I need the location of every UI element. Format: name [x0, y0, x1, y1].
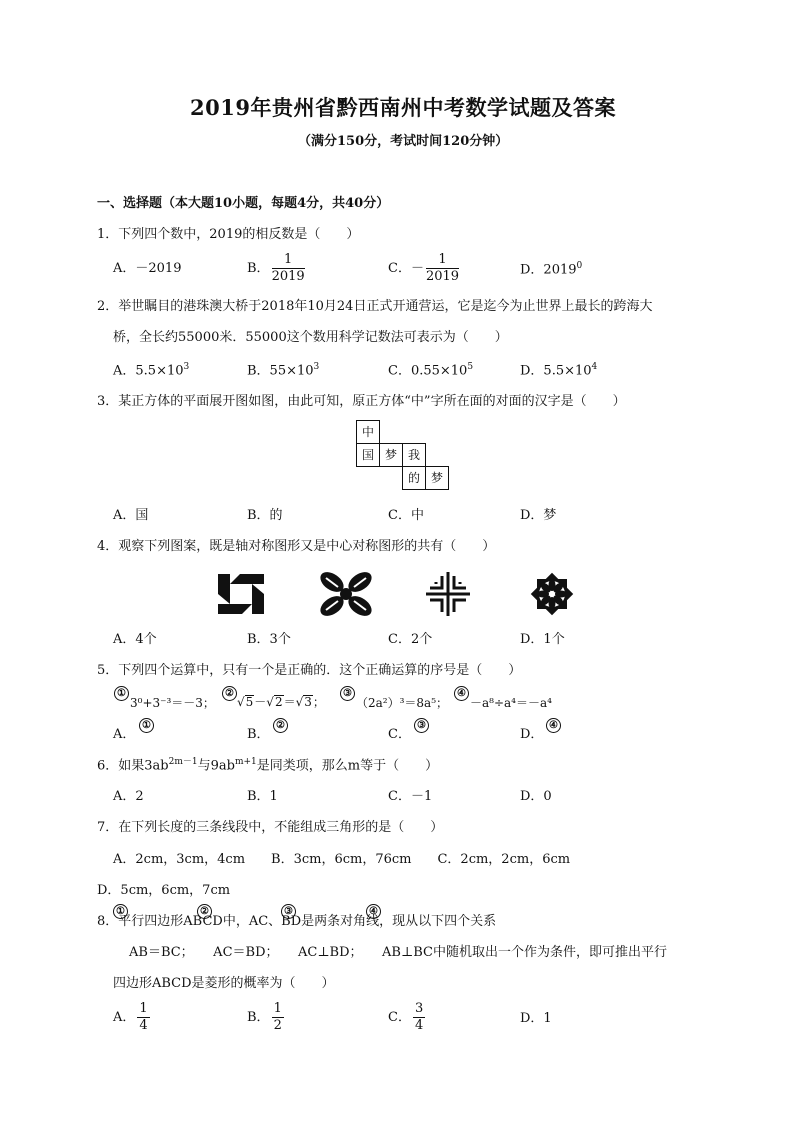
q3-option-d: D．梦 — [520, 508, 557, 523]
q8-option-c: C． $\frac{3}{4}$ — [388, 1001, 424, 1033]
page-title: 2019年贵州省黔西南州中考数学试题及答案 — [190, 95, 616, 120]
net-cell: 梦 — [379, 443, 403, 467]
q8-marker-2: ② — [197, 904, 212, 919]
q2-option-c: C．$0.55\times 10^5$ — [388, 362, 474, 379]
q5-expression-1: 3⁰+3⁻³＝－3； — [130, 696, 215, 710]
q8-marker-3: ③ — [281, 904, 296, 919]
q8-line2: AB＝BC； AC＝BD； AC⊥BD； AB⊥BC中随机取出一个作为条件，即可推出平行 — [129, 945, 667, 960]
q4-option-b: B．3个 — [247, 632, 291, 647]
net-cell: 中 — [356, 420, 380, 444]
pattern-x-petal-icon — [318, 570, 374, 618]
q6-option-d: D．0 — [520, 789, 552, 804]
q8-option-d: D．1 — [520, 1011, 552, 1026]
q3-option-c: C．中 — [388, 508, 424, 523]
q2-line2: 桥，全长约55000米．55000这个数用科学记数法可表示为（ ） — [113, 330, 508, 345]
pattern-cross-lines-icon — [424, 570, 472, 618]
q5-stem: 5．下列四个运算中，只有一个是正确的．这个正确运算的序号是（ ） — [97, 663, 522, 678]
q5-expression-4: －a⁸÷a⁴＝－a⁴ — [470, 696, 552, 710]
page-subtitle: （满分150分，考试时间120分钟） — [298, 134, 509, 149]
q5-marker-1: ① — [114, 686, 129, 701]
q5-marker-2: ② — [222, 686, 237, 701]
q7-options-abc: A．2cm，3cm，4cm B．3cm，6cm，76cm C．2cm，2cm，6cm — [113, 852, 571, 867]
section-heading: 一、选择题（本大题10小题，每题4分，共40分） — [97, 196, 390, 211]
q5-marker-4: ④ — [454, 686, 469, 701]
q2-line1: 2．举世瞩目的港珠澳大桥于2018年10月24日正式开通营运，它是迄今为止世界上最长的跨海大 — [97, 299, 653, 314]
cube-net-figure — [356, 420, 456, 495]
q5-option-b: B． — [247, 727, 270, 742]
q8-line1: 8．平行四边形ABCD中，AC、BD是两条对角线，现从以下四个关系 — [97, 914, 497, 929]
q3-stem: 3．某正方体的平面展开图如图，由此可知，原正方体“中”字所在面的对面的汉字是（ ） — [97, 394, 626, 409]
q1-option-b: B． $\frac{1}{2019}$ — [247, 252, 305, 284]
q6-stem: 6．如果$3ab^{2m-1}$与$9ab^{m+1}$是同类项，那么m等于（ ） — [97, 757, 439, 774]
q5-option-d: D． — [520, 727, 544, 742]
pattern-square-pinwheel-icon — [216, 572, 266, 616]
q1-option-d: D．2019$^0$ — [520, 261, 583, 278]
net-cell: 我 — [402, 443, 426, 467]
q5-expression-3: （2a²）³＝8a⁵； — [356, 696, 449, 710]
q5-option-d-marker: ④ — [546, 718, 561, 733]
q4-option-d: D．1个 — [520, 632, 565, 647]
q1-stem: 1．下列四个数中，2019的相反数是（ ） — [97, 227, 360, 242]
q1-option-c: C．－ $\frac{1}{2019}$ — [388, 252, 460, 284]
q5-option-c: C． — [388, 727, 411, 742]
net-cell: 梦 — [425, 466, 449, 490]
q8-option-a: A． $\frac{1}{4}$ — [113, 1001, 148, 1033]
q3-option-b: B．的 — [247, 508, 283, 523]
q7-option-d: D．5cm，6cm，7cm — [97, 883, 231, 898]
q1-option-a: A．－2019 — [113, 261, 182, 276]
q5-option-a: A． — [113, 727, 136, 742]
net-cell: 国 — [356, 443, 380, 467]
q4-option-c: C．2个 — [388, 632, 433, 647]
q8-marker-1: ① — [113, 904, 128, 919]
q4-stem: 4．观察下列图案，既是轴对称图形又是中心对称图形的共有（ ） — [97, 539, 496, 554]
q5-option-c-marker: ③ — [414, 718, 429, 733]
q5-marker-3: ③ — [340, 686, 355, 701]
net-cell: 的 — [402, 466, 426, 490]
q4-option-a: A．4个 — [113, 632, 157, 647]
q6-option-a: A．2 — [113, 789, 144, 804]
q8-option-b: B． $\frac{1}{2}$ — [247, 1001, 282, 1033]
q6-option-b: B．1 — [247, 789, 278, 804]
q7-stem: 7．在下列长度的三条线段中，不能组成三角形的是（ ） — [97, 820, 444, 835]
pattern-flower-star-icon — [527, 569, 577, 619]
q6-option-c: C．－1 — [388, 789, 433, 804]
q5-option-b-marker: ② — [273, 718, 288, 733]
q2-option-b: B．$55\times 10^3$ — [247, 362, 320, 379]
q8-marker-4: ④ — [366, 904, 381, 919]
q5-option-a-marker: ① — [139, 718, 154, 733]
q2-option-d: D．$5.5\times 10^4$ — [520, 362, 598, 379]
q5-expression-2: √5－√2＝√3； — [237, 695, 325, 709]
q2-option-a: A．$5.5\times 10^3$ — [113, 362, 190, 379]
q3-option-a: A．国 — [113, 508, 149, 523]
q8-line3: 四边形ABCD是菱形的概率为（ ） — [113, 976, 335, 991]
